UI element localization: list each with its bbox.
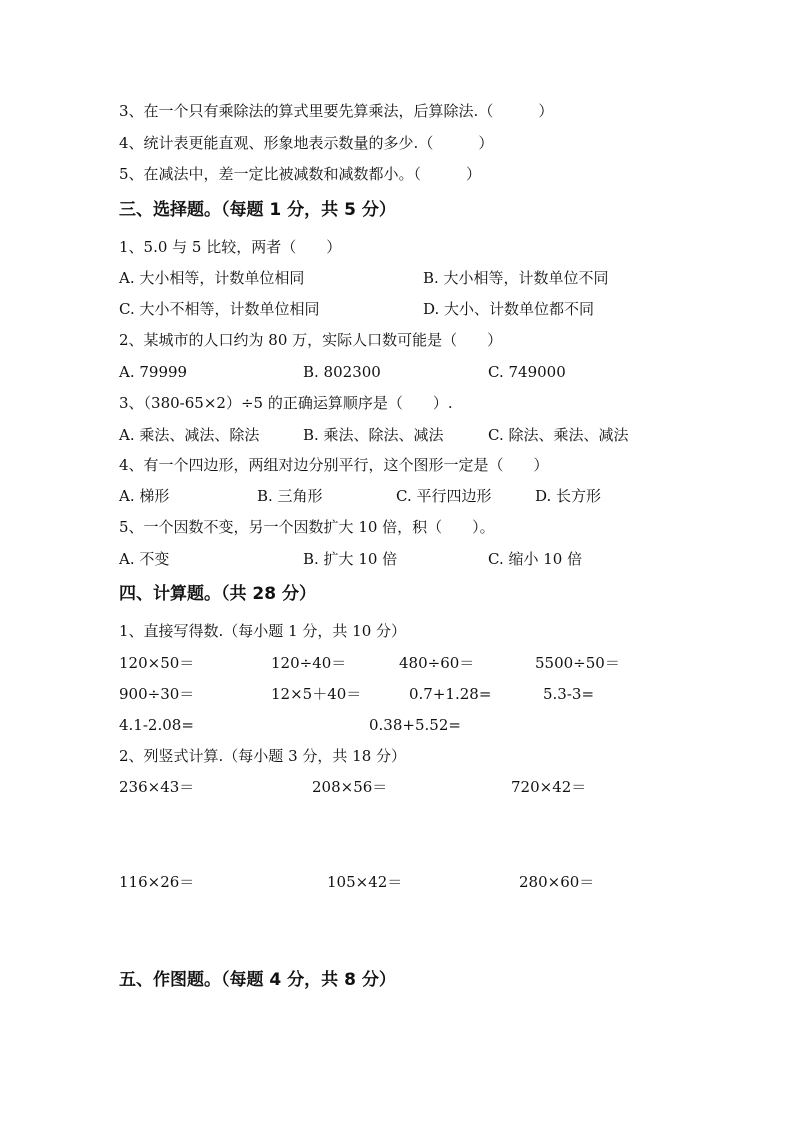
section-4-heading: 四、计算题。（共 28 分） bbox=[119, 584, 316, 604]
choice-q1-option-d: D. 大小、计数单位都不同 bbox=[423, 300, 595, 318]
choice-q4-stem: 4、有一个四边形，两组对边分别平行，这个图形一定是（ ） bbox=[119, 456, 549, 474]
vertical-calc-item: 208×56＝ bbox=[312, 778, 388, 796]
calc-item: 4.1-2.08= bbox=[119, 716, 194, 734]
choice-q4-option-d: D. 长方形 bbox=[535, 487, 602, 505]
judge-question-5: 5、在减法中，差一定比被减数和减数都小。（ ） bbox=[119, 165, 482, 183]
section-5-heading: 五、作图题。（每题 4 分，共 8 分） bbox=[119, 970, 396, 990]
vertical-calc-item: 236×43＝ bbox=[119, 778, 195, 796]
choice-q4-option-a: A. 梯形 bbox=[119, 487, 170, 505]
calc-item: 5500÷50＝ bbox=[535, 654, 620, 672]
choice-q3-stem: 3、（380-65×2）÷5 的正确运算顺序是（ ）. bbox=[119, 394, 453, 412]
calc-part2-title: 2、列竖式计算.（每小题 3 分，共 18 分） bbox=[119, 747, 407, 765]
section-3-heading: 三、选择题。（每题 1 分，共 5 分） bbox=[119, 200, 396, 220]
choice-q1-option-b: B. 大小相等，计数单位不同 bbox=[423, 269, 609, 287]
calc-item: 120×50＝ bbox=[119, 654, 195, 672]
calc-item: 0.38+5.52= bbox=[369, 716, 461, 734]
vertical-calc-item: 280×60＝ bbox=[519, 873, 595, 891]
choice-q2-stem: 2、某城市的人口约为 80 万，实际人口数可能是（ ） bbox=[119, 331, 503, 349]
choice-q1-stem: 1、5.0 与 5 比较，两者（ ） bbox=[119, 238, 342, 256]
calc-item: 120÷40＝ bbox=[271, 654, 347, 672]
calc-item: 0.7+1.28= bbox=[409, 685, 492, 703]
choice-q4-option-c: C. 平行四边形 bbox=[396, 487, 492, 505]
choice-q5-option-b: B. 扩大 10 倍 bbox=[303, 550, 398, 568]
choice-q5-option-a: A. 不变 bbox=[119, 550, 170, 568]
vertical-calc-item: 720×42＝ bbox=[511, 778, 587, 796]
calc-item: 5.3-3= bbox=[543, 685, 595, 703]
choice-q5-stem: 5、一个因数不变，另一个因数扩大 10 倍，积（ ）。 bbox=[119, 518, 495, 536]
calc-item: 12×5＋40＝ bbox=[271, 685, 362, 703]
calc-part1-title: 1、直接写得数.（每小题 1 分，共 10 分） bbox=[119, 622, 407, 640]
choice-q3-option-a: A. 乘法、减法、除法 bbox=[119, 426, 260, 444]
choice-q2-option-a: A. 79999 bbox=[119, 363, 188, 381]
choice-q3-option-b: B. 乘法、除法、减法 bbox=[303, 426, 444, 444]
choice-q3-option-c: C. 除法、乘法、减法 bbox=[488, 426, 629, 444]
choice-q4-option-b: B. 三角形 bbox=[257, 487, 323, 505]
calc-item: 900÷30＝ bbox=[119, 685, 195, 703]
choice-q2-option-b: B. 802300 bbox=[303, 363, 381, 381]
choice-q5-option-c: C. 缩小 10 倍 bbox=[488, 550, 583, 568]
judge-question-4: 4、统计表更能直观、形象地表示数量的多少.（ ） bbox=[119, 134, 494, 152]
calc-item: 480÷60＝ bbox=[399, 654, 475, 672]
choice-q1-option-c: C. 大小不相等，计数单位相同 bbox=[119, 300, 320, 318]
vertical-calc-item: 105×42＝ bbox=[327, 873, 403, 891]
choice-q1-option-a: A. 大小相等，计数单位相同 bbox=[119, 269, 305, 287]
choice-q2-option-c: C. 749000 bbox=[488, 363, 566, 381]
vertical-calc-item: 116×26＝ bbox=[119, 873, 195, 891]
judge-question-3: 3、在一个只有乘除法的算式里要先算乘法，后算除法.（ ） bbox=[119, 102, 554, 120]
